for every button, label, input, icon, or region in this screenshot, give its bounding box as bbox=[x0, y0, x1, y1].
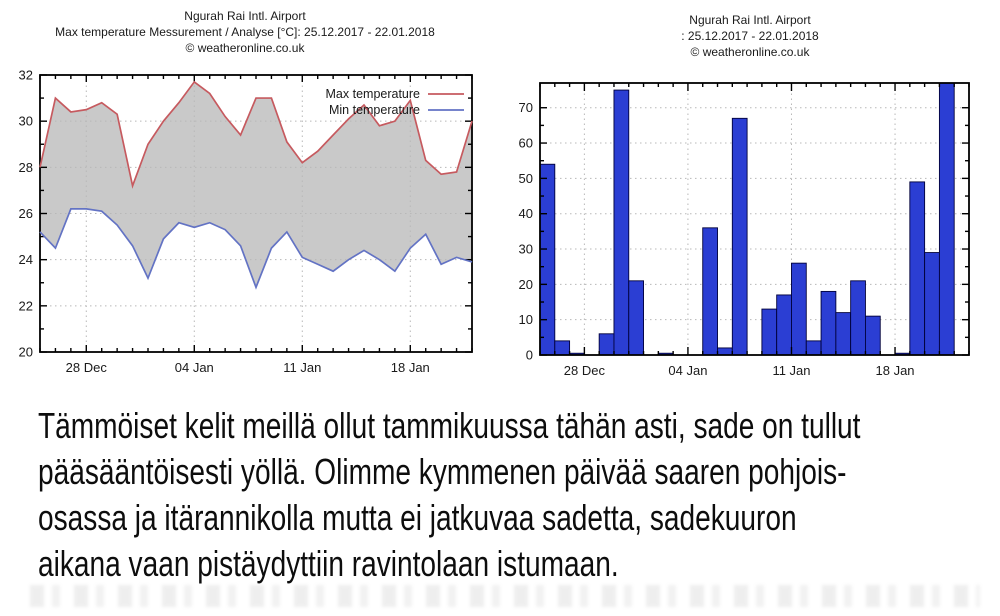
svg-text:30: 30 bbox=[518, 241, 533, 257]
temperature-chart-credit: © weatheronline.co.uk bbox=[185, 41, 305, 55]
caption-line-2: pääsääntöisesti yöllä. Olimme kymmenen päivää saaren pohjois- bbox=[38, 451, 847, 492]
precipitation-chart-subtitle: : 25.12.2017 - 22.01.2018 bbox=[681, 29, 819, 43]
cropped-text-remnant bbox=[30, 585, 980, 607]
svg-text:Min temperature: Min temperature bbox=[328, 103, 420, 117]
precipitation-chart-credit: © weatheronline.co.uk bbox=[690, 45, 810, 59]
caption-text bbox=[38, 403, 1000, 587]
svg-text:18 Jan: 18 Jan bbox=[390, 360, 430, 375]
caption-line-1: Tämmöiset kelit meillä ollut tammikuussa tähän asti, sade on tullut bbox=[38, 405, 861, 446]
svg-text:11 Jan: 11 Jan bbox=[283, 360, 322, 375]
temperature-chart-subtitle: Max temperature Messurement / Analyse [°C]: 25.12.2017 - 22.01.2018 bbox=[55, 25, 435, 39]
svg-text:32: 32 bbox=[18, 67, 33, 83]
svg-text:40: 40 bbox=[518, 206, 533, 222]
caption-line-3: osassa ja itärannikolla mutta ei jatkuvaa sadetta, sadekuuron bbox=[38, 497, 797, 538]
temperature-plot bbox=[0, 58, 490, 393]
svg-text:50: 50 bbox=[518, 170, 533, 186]
precipitation-chart-titles bbox=[500, 12, 1000, 60]
svg-text:70: 70 bbox=[518, 100, 533, 116]
temperature-chart-title: Ngurah Rai Intl. Airport bbox=[184, 9, 306, 23]
svg-text:20: 20 bbox=[18, 344, 33, 360]
svg-text:24: 24 bbox=[18, 252, 33, 268]
caption-line-4: aikana vaan pistäydyttiin ravintolaan istumaan. bbox=[38, 543, 619, 584]
precipitation-chart-title: Ngurah Rai Intl. Airport bbox=[689, 13, 811, 27]
svg-text:26: 26 bbox=[18, 206, 33, 221]
svg-text:0: 0 bbox=[525, 347, 533, 363]
temperature-chart-titles bbox=[0, 8, 490, 56]
svg-text:30: 30 bbox=[18, 113, 33, 129]
svg-text:28 Dec: 28 Dec bbox=[65, 360, 107, 375]
svg-text:60: 60 bbox=[518, 135, 533, 151]
svg-text:22: 22 bbox=[18, 298, 33, 314]
svg-text:10: 10 bbox=[518, 312, 533, 328]
svg-text:Max temperature: Max temperature bbox=[325, 87, 420, 101]
svg-text:04 Jan: 04 Jan bbox=[668, 363, 708, 378]
precipitation-plot bbox=[500, 58, 1000, 393]
svg-text:18 Jan: 18 Jan bbox=[875, 363, 915, 378]
svg-text:28 Dec: 28 Dec bbox=[563, 363, 605, 378]
svg-text:20: 20 bbox=[518, 276, 533, 292]
svg-text:04 Jan: 04 Jan bbox=[174, 360, 214, 375]
svg-text:28: 28 bbox=[18, 159, 33, 175]
svg-text:11 Jan: 11 Jan bbox=[772, 363, 811, 378]
